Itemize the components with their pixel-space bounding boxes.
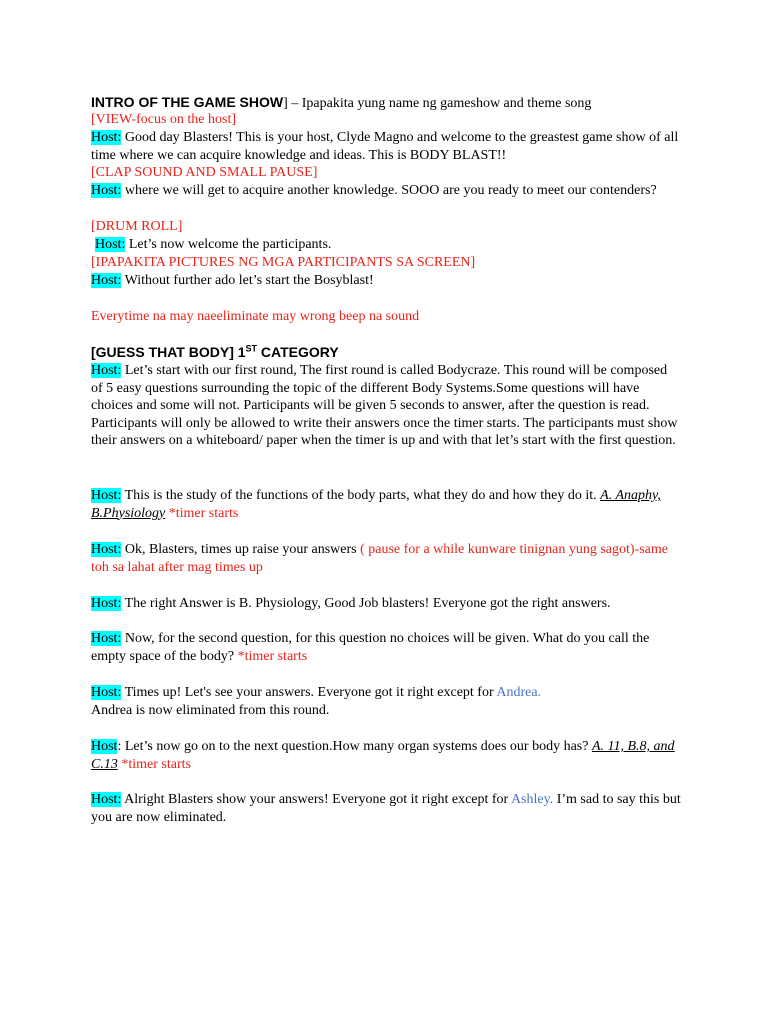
answer-choices: A. 11, B.8, and C.13 (91, 739, 675, 772)
eliminated-name: Ashley. (510, 792, 554, 807)
question-2-result (91, 684, 681, 719)
host-label: Host: (91, 542, 122, 557)
elimination-text: I’m sad to say this but you are now eliminated. (91, 792, 681, 825)
category-intro (91, 362, 681, 450)
question-text: : Let’s now go on to the next question.How many organ systems does our body has? (117, 739, 592, 754)
drum-note: [DRUM ROLL] (91, 219, 183, 234)
host-label: Host: (91, 130, 122, 145)
host-line-1 (91, 129, 681, 164)
question-2 (91, 630, 681, 665)
host-label: Host: (91, 183, 122, 198)
answer-choices: A. Anaphy, B.Physiology (91, 488, 661, 521)
question-text: This is the study of the functions of the body parts, what they do and how they do it. (124, 488, 601, 503)
host-text: Good day Blasters! This is your host, Clyde Magno and welcome to the greastest game show of all time where we can acquire knowledge and ideas. This is BODY BLAST!! (91, 130, 679, 163)
host-text: Times up! Let's see your answers. Everyone got it right except for (124, 685, 497, 700)
host-label: Host: (91, 363, 122, 378)
eliminated-name: Andrea. (496, 685, 542, 700)
host-text: The right Answer is B. Physiology, Good Job blasters! Everyone got the right answers. (124, 596, 611, 611)
question-1-answer (91, 595, 681, 613)
pictures-note: [IPAPAKITA PICTURES NG MGA PARTICIPANTS SA SCREEN] (91, 255, 476, 270)
host-label: Host (91, 739, 118, 754)
clap-note: [CLAP SOUND AND SMALL PAUSE] (91, 165, 318, 180)
host-label: Host: (91, 685, 122, 700)
host-label: Host: (91, 631, 122, 646)
question-1 (91, 487, 681, 522)
host-text: Alright Blasters show your answers! Everyone got it right except for (124, 792, 511, 807)
question-3-result (91, 791, 681, 826)
host-label: Host: (91, 273, 122, 288)
host-label: Host: (91, 596, 122, 611)
host-text: Let’s start with our first round, The first round is called Bodycraze. This round will be composed of 5 easy questions surrounding the topic of the different Body Systems.Some questions will have choices and some will not. Participants will be given 5 seconds to answer, after the question is read. Participants will only be allowed to write their answers once the timer starts. The participants must show their answers on a whiteboard/ paper when the timer is up and with that let’s start with the first question. (91, 363, 678, 448)
intro-title: INTRO OF THE GAME SHOW (91, 94, 284, 110)
host-text: Without further ado let’s start the Bosyblast! (124, 273, 374, 288)
elimination-note: Everytime na may naeeliminate may wrong beep na sound (91, 309, 420, 324)
host-line-4 (91, 272, 681, 290)
timer-note: *timer starts (117, 756, 191, 772)
timer-note: *timer starts (165, 505, 239, 521)
question-3 (91, 738, 681, 773)
elimination-text: Andrea is now eliminated from this round. (91, 702, 330, 718)
view-note: [VIEW-focus on the host] (91, 112, 237, 127)
pause-note: ( pause for a while kunware tinignan yung sagot)-same toh sa lahat after mag times up (91, 542, 668, 575)
host-text: where we will get to acquire another knowledge. SOOO are you ready to meet our contenders? (124, 183, 657, 198)
intro-title-rest: ] – Ipapakita yung name ng gameshow and theme song (283, 96, 592, 111)
category-sup: ST (245, 343, 258, 354)
intro-heading (91, 94, 681, 113)
host-text: Ok, Blasters, times up raise your answers (124, 542, 361, 557)
host-line-2 (91, 182, 681, 200)
category-heading: [GUESS THAT BODY] 1ST CATEGORY (91, 343, 339, 360)
question-1-reveal (91, 541, 681, 576)
host-label: Host: (95, 237, 126, 252)
host-label: Host: (91, 792, 122, 807)
host-text: Let’s now welcome the participants. (128, 237, 332, 252)
host-line-3 (95, 236, 685, 254)
timer-note: *timer starts (237, 648, 308, 664)
question-text: Now, for the second question, for this question no choices will be given. What do you call the empty space of the body? (91, 631, 650, 664)
host-label: Host: (91, 488, 122, 503)
